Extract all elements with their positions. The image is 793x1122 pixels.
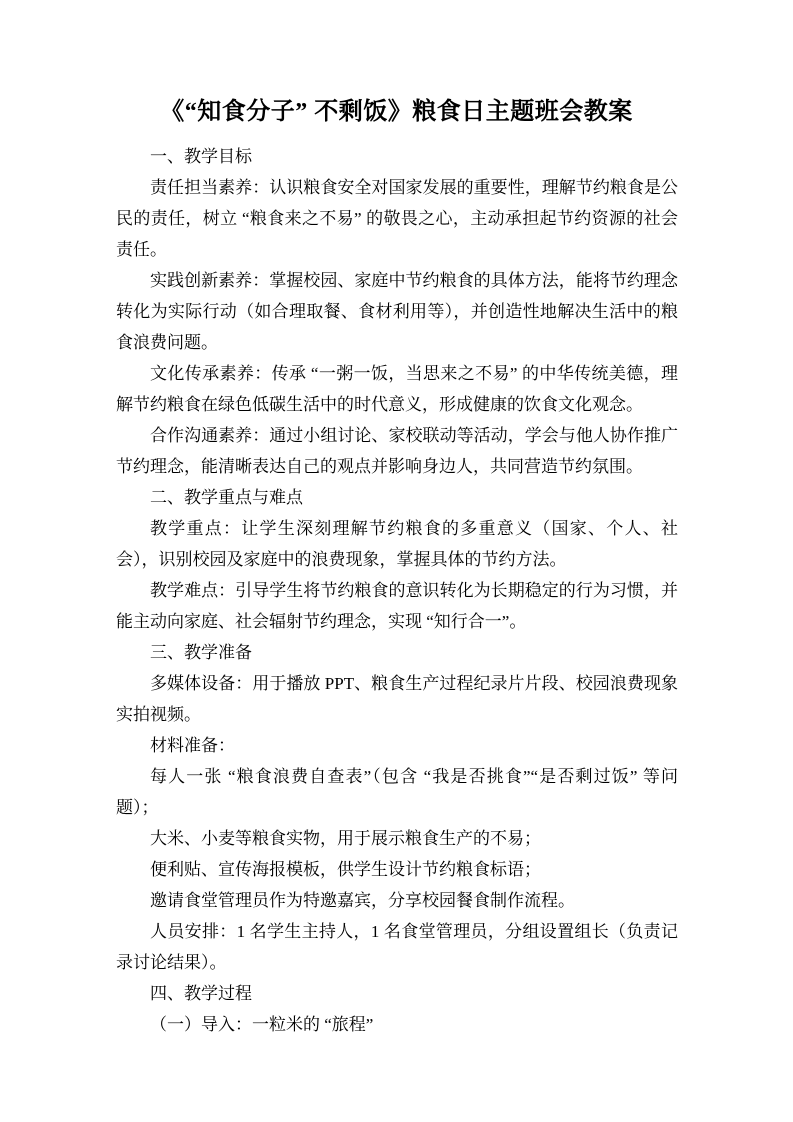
para-canteen-manager-guest: 邀请食堂管理员作为特邀嘉宾，分享校园餐食制作流程。 (150, 891, 575, 910)
para-personnel-arrangement: 人员安排：1 名学生主持人，1 名食堂管理员，分组设置组长（负责记录讨论结果）。 (116, 922, 678, 972)
heading-section-1-teaching-objectives: 一、教学目标 (150, 147, 252, 166)
para-multimedia-equipment: 多媒体设备：用于播放 PPT、粮食生产过程纪录片片段、校园浪费现象实拍视频。 (116, 674, 678, 724)
heading-section-4-teaching-process: 四、教学过程 (150, 984, 252, 1003)
para-grain-samples: 大米、小麦等粮食实物，用于展示粮食生产的不易； (150, 829, 541, 848)
para-teaching-focus: 教学重点：让学生深刻理解节约粮食的多重意义（国家、个人、社会），识别校园及家庭中的浪费现象，掌握具体的节约方法。 (116, 519, 678, 569)
para-culture-heritage-literacy: 文化传承素养：传承 “一粥一饭，当思来之不易” 的中华传统美德，理解节约粮食在绿色低碳生活中的时代意义，形成健康的饮食文化观念。 (116, 364, 678, 414)
heading-section-3-preparation: 三、教学准备 (150, 643, 252, 662)
para-teaching-difficulty: 教学难点：引导学生将节约粮食的意识转化为长期稳定的行为习惯，并能主动向家庭、社会辐射节约理念，实现 “知行合一”。 (116, 581, 678, 631)
document-body (116, 141, 678, 1040)
document-title: 《“知食分子” 不剩饭》粮食日主题班会教案 (160, 99, 633, 125)
para-sticky-notes-posters: 便利贴、宣传海报模板，供学生设计节约粮食标语； (150, 860, 541, 879)
para-intro-rice-journey: （一）导入：一粒米的 “旅程” (150, 1015, 374, 1034)
heading-section-2-focus-difficulty: 二、教学重点与难点 (150, 488, 303, 507)
para-practice-innovation-literacy: 实践创新素养：掌握校园、家庭中节约粮食的具体方法，能将节约理念转化为实际行动（如合理取餐、食材利用等），并创造性地解决生活中的粮食浪费问题。 (116, 271, 678, 352)
para-self-check-sheet: 每人一张 “粮食浪费自查表”（包含 “我是否挑食”“是否剩过饭” 等问题）； (116, 767, 678, 817)
para-cooperation-literacy: 合作沟通素养：通过小组讨论、家校联动等活动，学会与他人协作推广节约理念，能清晰表达自己的观点并影响身边人，共同营造节约氛围。 (116, 426, 678, 476)
para-materials-label: 材料准备： (150, 736, 235, 755)
para-responsibility-literacy: 责任担当素养：认识粮食安全对国家发展的重要性，理解节约粮食是公民的责任，树立 “粮食来之不易” 的敬畏之心，主动承担起节约资源的社会责任。 (116, 178, 678, 259)
